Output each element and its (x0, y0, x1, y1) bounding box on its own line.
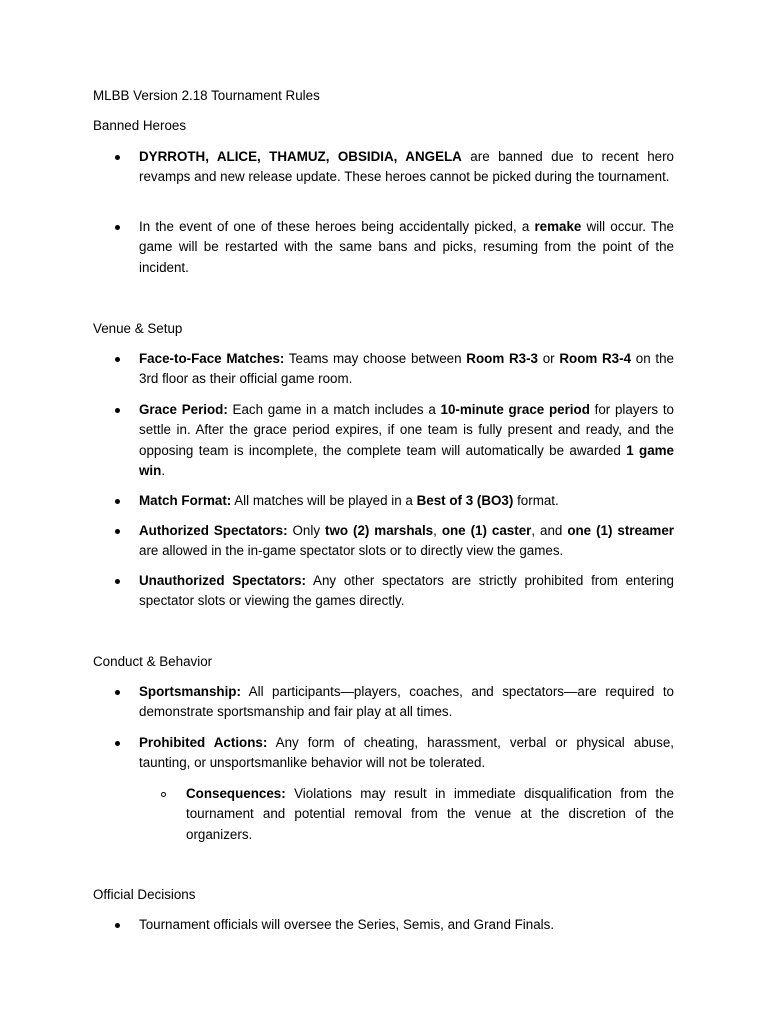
consequences-text: Violations may result in immediate disqualification from the tournament and potential removal from the venue at the discretion of the organizers. (186, 786, 674, 842)
document-title: MLBB Version 2.18 Tournament Rules (93, 88, 320, 103)
bullet-icon (115, 923, 120, 928)
authorized-text-1: Only (287, 523, 325, 538)
grace-period-duration: 10-minute grace period (440, 402, 590, 417)
venue-item-unauthorized-spectators (139, 571, 674, 612)
venue-item-grace-period (139, 400, 674, 482)
bullet-icon (115, 155, 120, 160)
consequences-label: Consequences: (186, 786, 286, 801)
authorized-text-4: are allowed in the in-game spectator slots or to directly view the games. (139, 543, 564, 559)
grace-period-text-2: for players to settle in. After the grace period expires, if one team is fully present and ready, and the opposing team is incomplete, the complete team will automatically be awarded (139, 402, 674, 458)
unauthorized-spectators-label: Unauthorized Spectators: (139, 573, 306, 588)
bullet-icon (115, 741, 120, 746)
face-to-face-label: Face-to-Face Matches: (139, 351, 285, 366)
streamer-count: one (1) streamer (567, 523, 674, 538)
sub-bullet-icon (161, 792, 166, 797)
face-to-face-text-2: or (537, 351, 560, 366)
remake-term: remake (534, 219, 582, 234)
banned-reason-text: are banned due to recent hero revamps and new release update. These heroes cannot be picked during the tournament. (139, 149, 675, 185)
banned-heroes-item-1 (139, 147, 674, 188)
venue-item-face-to-face (139, 349, 674, 390)
authorized-text-2: , (433, 523, 442, 538)
grace-period-text-1: Each game in a match includes a (227, 402, 441, 417)
face-to-face-text-3: on the 3rd floor as their official game room. (139, 351, 674, 387)
official-decisions-text: Tournament officials will oversee the Series, Semis, and Grand Finals. (139, 917, 555, 932)
grace-period-text-3: . (161, 463, 166, 479)
authorized-spectators-label: Authorized Spectators: (139, 523, 288, 538)
face-to-face-text-1: Teams may choose between (284, 351, 467, 366)
section-heading-official-decisions: Official Decisions (93, 887, 196, 902)
grace-period-label: Grace Period: (139, 402, 228, 417)
remake-text-pre: In the event of one of these heroes being accidentally picked, a (139, 219, 535, 234)
match-format-text-2: format. (513, 493, 559, 508)
bullet-icon (115, 499, 120, 504)
venue-item-match-format (139, 491, 674, 511)
authorized-text-3: , and (531, 523, 568, 538)
bullet-icon (115, 225, 120, 230)
room-r3-4: Room R3-4 (559, 351, 632, 366)
venue-item-authorized-spectators (139, 521, 674, 562)
banned-heroes-item-2 (139, 217, 674, 278)
bullet-icon (115, 579, 120, 584)
prohibited-actions-label: Prohibited Actions: (139, 735, 268, 750)
banned-hero-list: DYRROTH, ALICE, THAMUZ, OBSIDIA, ANGELA (139, 149, 462, 164)
remake-text-post: will occur. The game will be restarted with the same bans and picks, resuming from the point of the incident. (139, 219, 674, 275)
bullet-icon (115, 357, 120, 362)
match-format-text-1: All matches will be played in a (231, 493, 417, 508)
unauthorized-text: Any other spectators are strictly prohibited from entering spectator slots or viewing the games directly. (139, 573, 674, 609)
official-decisions-item-1 (139, 915, 674, 935)
conduct-item-sportsmanship (139, 682, 674, 723)
section-heading-conduct-behavior: Conduct & Behavior (93, 654, 213, 669)
bullet-icon (115, 690, 120, 695)
section-heading-banned-heroes: Banned Heroes (93, 118, 187, 133)
prohibited-actions-text: Any form of cheating, harassment, verbal or physical abuse, taunting, or unsportsmanlike behavior will not be tolerated. (139, 735, 674, 771)
game-win-award: 1 game win (139, 442, 674, 479)
conduct-item-prohibited-actions (139, 733, 674, 774)
match-format-label: Match Format: (139, 493, 232, 508)
section-heading-venue-setup: Venue & Setup (93, 321, 183, 336)
caster-count: one (1) caster (441, 523, 532, 538)
sportsmanship-label: Sportsmanship: (139, 684, 241, 699)
room-r3-3: Room R3-3 (466, 351, 538, 366)
sportsmanship-text: All participants—players, coaches, and spectators—are required to demonstrate sportsmanship and fair play at all times. (139, 684, 674, 720)
marshals-count: two (2) marshals (324, 523, 434, 538)
match-format-bo3: Best of 3 (BO3) (416, 493, 514, 508)
bullet-icon (115, 408, 120, 413)
conduct-subitem-consequences (186, 784, 674, 845)
bullet-icon (115, 529, 120, 534)
